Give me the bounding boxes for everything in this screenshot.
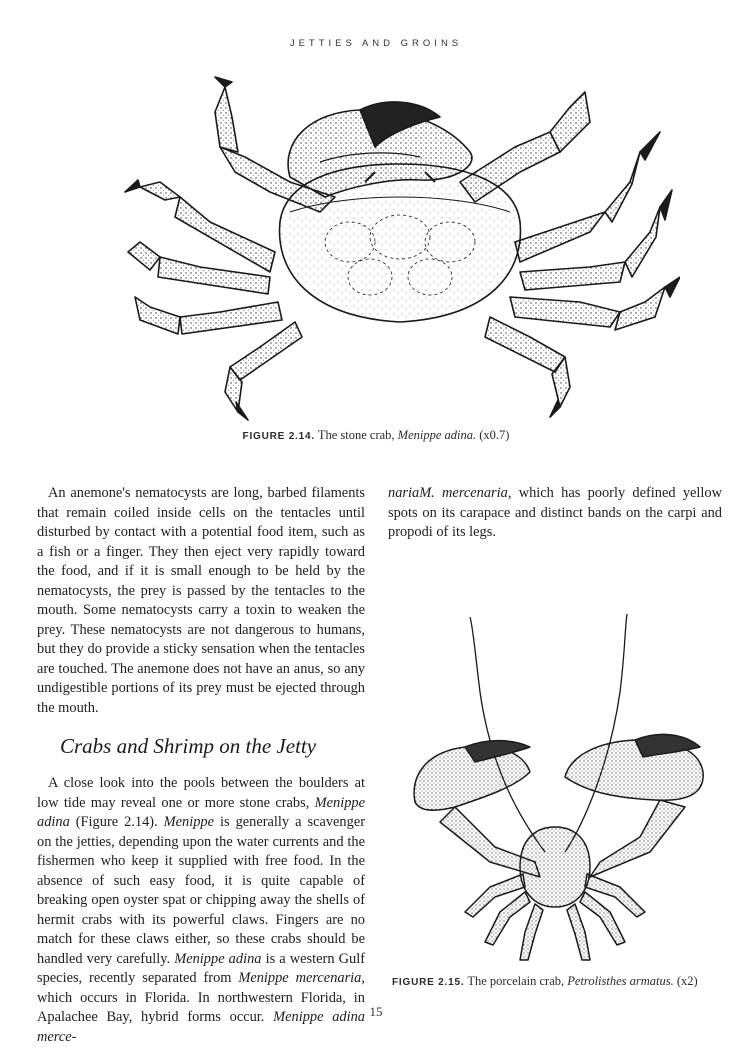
caption-text: The porcelain crab, <box>467 974 565 988</box>
body-text: A close look into the pools between the boulders at low tide may reveal one or more stone crabs, <box>37 775 365 811</box>
figure-caption-2-15 <box>392 974 732 989</box>
species-name: merce- <box>37 1028 77 1045</box>
figure-label: FIGURE 2.14. <box>242 431 315 442</box>
species-name: M. mercenaria <box>419 485 508 501</box>
stone-crab-illustration <box>120 72 680 422</box>
crab-paragraph-continued-text <box>388 484 722 543</box>
caption-scale: (x2) <box>676 974 698 988</box>
page-number: 15 <box>369 1004 383 1019</box>
species-name: Menippe mercenaria <box>238 970 362 986</box>
anemone-paragraph <box>37 484 365 718</box>
caption-species: Menippe adina. <box>397 428 477 442</box>
caption-scale: (x0.7) <box>479 428 510 442</box>
body-text: , which has poorly defined yellow spots on its carapace and distinct bands on the carpi and propodi of its legs. <box>388 485 722 540</box>
section-heading: Crabs and Shrimp on the Jetty <box>60 734 317 758</box>
species-name: Menippe <box>163 814 215 830</box>
figure-caption-2-14 <box>0 428 752 443</box>
species-name: naria <box>388 485 420 501</box>
figure-label: FIGURE 2.15. <box>392 977 465 988</box>
running-head: JETTIES AND GROINS <box>289 38 463 49</box>
species-name: Menippe adina <box>37 794 365 830</box>
species-name: Menippe adina <box>174 950 262 967</box>
body-text: is generally a scavenger on the jetties, depending upon the water currents and the fishermen who keep it supplied with free food. In the absence of such easy food, it is quite capable of breaking open oyster spat or chipping away the shells of hermit crabs with its powerful claws. Fingers are no match for these claws either, so these crabs should be handled very carefully. <box>37 814 365 967</box>
body-text: (Figure 2.14). <box>69 814 164 830</box>
crab-paragraph-continued <box>388 484 722 543</box>
anemone-paragraph-text <box>37 484 365 718</box>
species-name: Menippe adina <box>273 1009 365 1025</box>
body-text: , which occurs in Florida. In northwestern Florida, in Apalachee Bay, hybrid forms occur. <box>37 970 365 1025</box>
porcelain-crab-illustration <box>395 612 725 972</box>
caption-text: The stone crab, <box>317 428 395 442</box>
body-text: is a western Gulf species, recently separated from <box>37 950 365 986</box>
body-text: An anemone's nematocysts are long, barbed filaments that remain coiled inside cells on the tentacles until disturbed by contact with a potential food item, such as a fish or a finger. They then eject very rapidly toward the food, and if it is small enough to be held by the nematocysts, the prey is passed by the tentacles to the mouth. Some nematocysts carry a toxin to weaken the prey. These nematocysts are not dangerous to humans, but they do provide a sticky sensation when the tentacles are touched. The anemone does not have an anus, so any undigestible portions of its prey must be ejected through the mouth. <box>37 485 365 716</box>
caption-species: Petrolisthes armatus. <box>567 974 674 988</box>
